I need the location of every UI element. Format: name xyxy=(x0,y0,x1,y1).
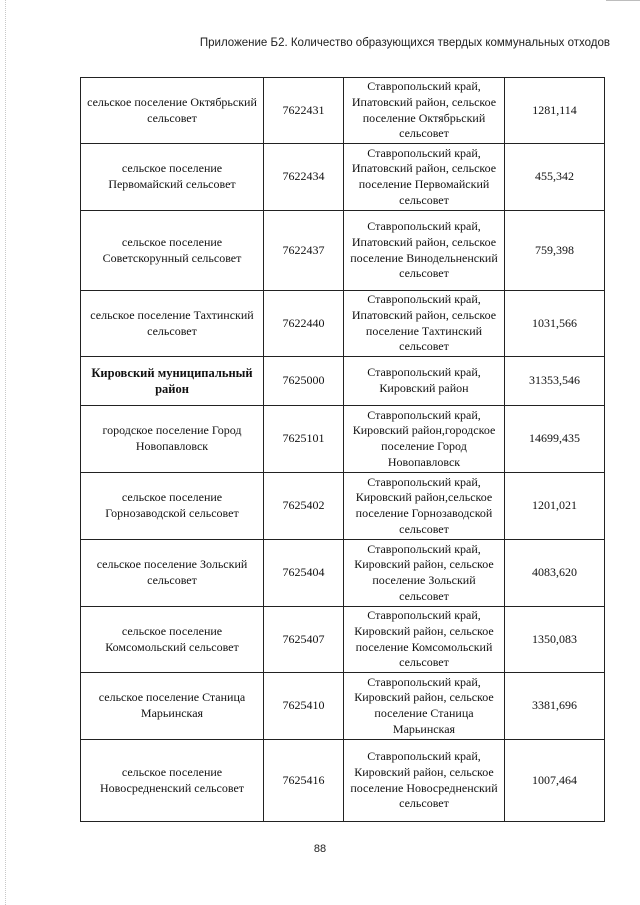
oktmo-code: 7625410 xyxy=(264,673,344,740)
settlement-address: Ставропольский край, Ипатовский район, сельское поселение Тахтинский сельсовет xyxy=(344,291,505,357)
settlement-name: сельское поселение Комсомольский сельсовет xyxy=(81,607,264,673)
settlement-name: сельское поселение Тахтинский сельсовет xyxy=(81,291,264,357)
waste-amount: 3381,696 xyxy=(505,673,605,740)
oktmo-code: 7622434 xyxy=(264,144,344,211)
waste-amount: 1007,464 xyxy=(505,740,605,822)
table-row xyxy=(81,144,605,211)
waste-amount: 14699,435 xyxy=(505,406,605,473)
table-row xyxy=(81,406,605,473)
oktmo-code: 7625404 xyxy=(264,540,344,607)
oktmo-code: 7625416 xyxy=(264,740,344,822)
oktmo-code: 7625101 xyxy=(264,406,344,473)
settlement-address: Ставропольский край, Кировский район, сельское поселение Зольский сельсовет xyxy=(344,540,505,607)
waste-amount: 1201,021 xyxy=(505,473,605,540)
settlement-address: Ставропольский край, Кировский район, сельское поселение Комсомольский сельсовет xyxy=(344,607,505,673)
scan-edge-line xyxy=(5,0,6,905)
table-row xyxy=(81,740,605,822)
settlement-address: Ставропольский край, Кировский район, сельское поселение Новосредненский сельсовет xyxy=(344,740,505,822)
scan-corner-line xyxy=(606,0,640,1)
settlement-address: Ставропольский край, Кировский район,городское поселение Город Новопавловск xyxy=(344,406,505,473)
settlement-address: Ставропольский край, Кировский район, сельское поселение Станица Марьинская xyxy=(344,673,505,740)
table-row xyxy=(81,673,605,740)
settlement-name: городское поселение Город Новопавловск xyxy=(81,406,264,473)
district-name: Кировский муниципальный район xyxy=(81,357,264,406)
settlement-name: сельское поселение Первомайский сельсовет xyxy=(81,144,264,211)
page-number: 88 xyxy=(313,843,327,855)
waste-amount: 455,342 xyxy=(505,144,605,211)
waste-amount: 1281,114 xyxy=(505,78,605,144)
table-row xyxy=(81,473,605,540)
settlement-name: сельское поселение Октябрьский сельсовет xyxy=(81,78,264,144)
settlement-name: сельское поселение Горнозаводской сельсовет xyxy=(81,473,264,540)
table-row xyxy=(81,78,605,144)
table-row xyxy=(81,291,605,357)
settlement-address: Ставропольский край, Кировский район,сельское поселение Горнозаводской сельсовет xyxy=(344,473,505,540)
waste-table xyxy=(80,77,605,822)
waste-amount: 31353,546 xyxy=(505,357,605,406)
table-row xyxy=(81,540,605,607)
settlement-address: Ставропольский край, Кировский район xyxy=(344,357,505,406)
settlement-address: Ставропольский край, Ипатовский район, сельское поселение Октябрьский сельсовет xyxy=(344,78,505,144)
settlement-name: сельское поселение Советскорунный сельсовет xyxy=(81,211,264,291)
waste-amount: 4083,620 xyxy=(505,540,605,607)
settlement-address: Ставропольский край, Ипатовский район, сельское поселение Первомайский сельсовет xyxy=(344,144,505,211)
settlement-address: Ставропольский край, Ипатовский район, сельское поселение Винодельненский сельсовет xyxy=(344,211,505,291)
oktmo-code: 7622437 xyxy=(264,211,344,291)
waste-amount: 759,398 xyxy=(505,211,605,291)
settlement-name: сельское поселение Станица Марьинская xyxy=(81,673,264,740)
oktmo-code: 7622440 xyxy=(264,291,344,357)
waste-amount: 1350,083 xyxy=(505,607,605,673)
settlement-name: сельское поселение Новосредненский сельсовет xyxy=(81,740,264,822)
oktmo-code: 7622431 xyxy=(264,78,344,144)
table-row-district xyxy=(81,357,605,406)
oktmo-code: 7625407 xyxy=(264,607,344,673)
page-header: Приложение Б2. Количество образующихся твердых коммунальных отходов xyxy=(199,37,610,49)
oktmo-code: 7625000 xyxy=(264,357,344,406)
table-row xyxy=(81,211,605,291)
oktmo-code: 7625402 xyxy=(264,473,344,540)
settlement-name: сельское поселение Зольский сельсовет xyxy=(81,540,264,607)
waste-amount: 1031,566 xyxy=(505,291,605,357)
table-row xyxy=(81,607,605,673)
